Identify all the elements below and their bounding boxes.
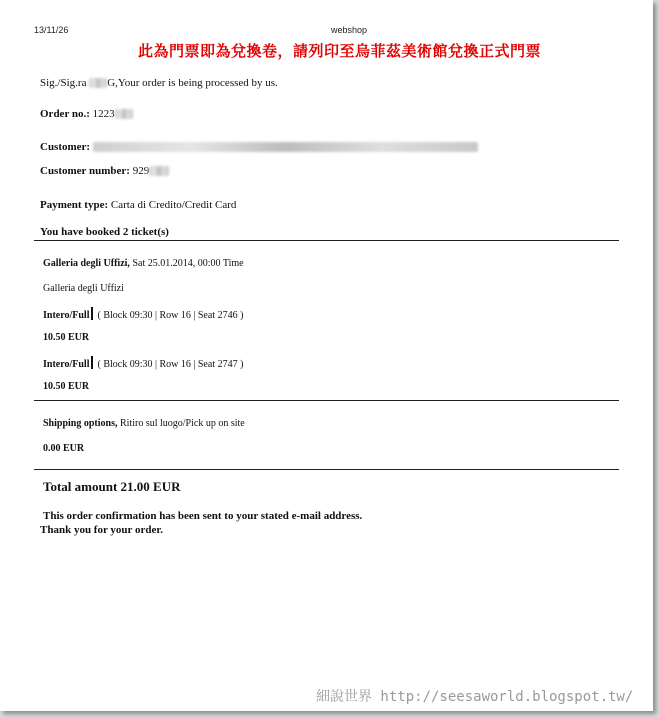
ticket-type: Intero/Full <box>43 359 90 370</box>
redacted-customer-number <box>149 166 169 176</box>
customer-number-value: 929 <box>132 165 150 177</box>
thank-you-message: Thank you for your order. <box>40 524 163 536</box>
order-number-value: 1223 <box>92 108 115 120</box>
customer-number-label: Customer number: <box>40 165 130 177</box>
event-line <box>43 258 244 269</box>
payment-label: Payment type: <box>40 199 109 211</box>
ticket-line <box>43 307 243 321</box>
payment-line <box>40 199 236 211</box>
divider <box>34 240 619 241</box>
ticket-line <box>43 356 243 370</box>
ticket-details: ( Block 09:30 | Row 16 | Seat 2746 ) <box>97 310 244 321</box>
customer-number-line <box>40 165 169 177</box>
separator-bar <box>91 307 93 320</box>
greeting-line <box>40 77 278 89</box>
booked-tickets-heading: You have booked 2 ticket(s) <box>40 226 169 238</box>
print-header-title: webshop <box>331 25 368 35</box>
ticket-price: 10.50 EUR <box>43 332 90 343</box>
shipping-value: Ritiro sul luogo/Pick up on site <box>120 418 245 429</box>
event-name: Galleria degli Uffizi, <box>43 258 130 269</box>
redacted-name <box>89 78 107 88</box>
greeting-suffix: G,Your order is being processed by us. <box>107 77 278 89</box>
print-date: 13/11/26 <box>34 25 69 35</box>
redacted-order-number <box>115 109 133 119</box>
event-venue: Galleria degli Uffizi <box>43 283 124 294</box>
order-number-line <box>40 108 133 120</box>
shipping-line <box>43 418 245 429</box>
divider <box>34 469 619 470</box>
shipping-price: 0.00 EUR <box>43 443 85 454</box>
shipping-label: Shipping options, <box>43 418 118 429</box>
redacted-customer-info <box>93 142 478 152</box>
event-datetime: Sat 25.01.2014, 00:00 Time <box>132 258 244 269</box>
order-number-label: Order no.: <box>40 108 90 120</box>
customer-label: Customer: <box>40 141 91 153</box>
exchange-notice: 此為門票即為兌換卷，請列印至烏菲茲美術館兌換正式門票 <box>138 42 542 60</box>
divider <box>34 400 619 401</box>
customer-line <box>40 141 478 153</box>
ticket-type: Intero/Full <box>43 310 90 321</box>
confirmation-message: This order confirmation has been sent to your stated e-mail address. <box>43 510 363 522</box>
total-amount: Total amount 21.00 EUR <box>43 479 181 494</box>
greeting-prefix: Sig./Sig.ra <box>40 77 87 89</box>
payment-value: Carta di Credito/Credit Card <box>110 199 237 211</box>
ticket-details: ( Block 09:30 | Row 16 | Seat 2747 ) <box>97 359 244 370</box>
ticket-price: 10.50 EUR <box>43 381 90 392</box>
blog-watermark: 細說世界 http://seesaworld.blogspot.tw/ <box>316 689 634 705</box>
separator-bar <box>91 356 93 369</box>
